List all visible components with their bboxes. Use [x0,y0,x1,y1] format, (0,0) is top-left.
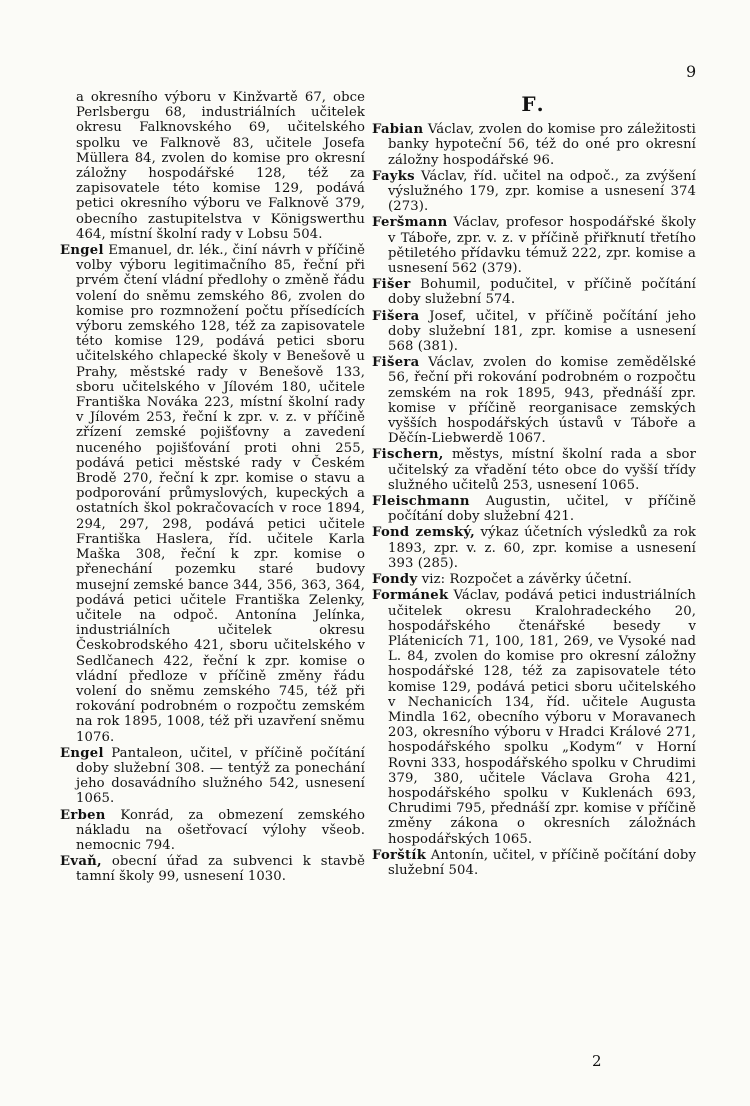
entry-heading: Formánek [372,588,449,604]
entry-heading: Fišera [372,355,420,371]
right-column [372,92,697,879]
entry-text: Václav, zvolen do komise zemědělské 56, řeční při rokování podrobném o rozpočtu zemském na rok 1895, 943, přednáší zpr. komise v příčině reorganisace zemských vyšších hospodářských ústavů v Táboře a Děčín-Liebwerdě 1067. [388,355,696,447]
entry-heading: Forštík [372,847,427,863]
index-entry [372,588,696,846]
index-entry [60,808,365,854]
entry-heading: Fondy [372,572,418,588]
entry-text: Konrád, za obmezení zemského nákladu na ošetřovací výlohy všeob. nemocnic 794. [76,807,365,853]
index-entry [372,848,696,878]
entry-heading: Fond zemský, [372,525,476,541]
entry-text: Augustin, učitel, v příčině počítání doby služební 421. [388,494,696,525]
section-letter: F. [521,92,547,116]
entry-heading: Fabian [372,122,424,138]
left-column [60,90,365,886]
continued-entry: a okresního výboru v Kinžvartě 67, obce Perlsbergu 68, industriálních učitelek okresu Falknovského 69, učitelského spolku ve Falknově 83, učitele Josefa Müllera 84, zvolen do komise pro okresní záložny hospodářské 128, též za zapisovatele této komise 129, podává petici okresního výboru ve Falknově 379, obecního zastupitelstva v Königswerthu 464, místní školní rady v Lobsu 504. [76,90,365,242]
printer-signature: 2 [592,1052,602,1070]
index-entry [372,277,696,307]
entry-heading: Fišera [372,308,420,324]
index-entry [60,854,365,884]
entry-heading: Feršmann [372,215,448,231]
entry-heading: Fleischmann [372,494,470,510]
entry-heading: Fischern, [372,447,444,463]
page-number: 9 [686,62,697,81]
index-entry [60,746,365,807]
entry-text: Emanuel, dr. lék., činí návrh v příčině volby výboru legitimačního 85, řeční při prvém čtení vládní předlohy o změně řádu volení do sněmu zemského 86, zvolen do komise pro rozmnožení počtu přísedících výboru zemského 128, též za zapisovatele této komise 129, podává petici sboru učitelského chlapecké školy v Benešově u Prahy, městské rady v Benešově 133, sboru učitelského v Jílovém 180, učitele Františka Nováka 223, místní školní rady v Jílovém 253, řeční k zpr. v. z. v příčině zřízení zemské pojišťovny a zavedení nuceného pojišťování proti ohni 255, podává petici městské rady v Českém Brodě 270, řeční k zpr. komise o stavu a podporování průmyslových, kupeckých a ostatních škol pokračovacích v roce 1894, 294, 297, 298, podává petici učitele Františka Haslera, říd. učitele Karla Maška 308, řeční k zpr. komise o přenechání pozemku staré budovy musejní zemské bance 344, 356, 363, 364, podává petici učitele Františka Zelenky, učitele na odpoč. Antonína Jelínka, industriálních učitelek okresu Českobrodského 421, sboru učitelského v Sedlčanech 422, řeční k zpr. komise o vládní předloze v příčině změny řádu volení do sněmu zemského 745, též při rokování podrobném o rozpočtu zemském na rok 1895, 1008, též při uzavření sněmu 1076. [76,243,365,745]
index-entry [372,309,696,355]
index-entry [372,169,696,215]
entry-text: Václav, říd. učitel na odpoč., za zvýšení výslužného 179, zpr. komise a usnesení 374 (273). [388,168,696,215]
entry-text: viz: Rozpočet a závěrky účetní. [417,572,632,588]
entry-text: Bohumil, podučitel, v příčině počítání doby služební 574. [388,277,696,308]
entry-heading: Evaň, [60,854,102,870]
entry-text: Josef, učitel, v příčině počítání jeho doby služební 181, zpr. komise a usnesení 568 (381). [388,308,696,355]
entry-text: obecní úřad za subvenci k stavbě tamní školy 99, usnesení 1030. [76,854,365,885]
entry-heading: Fayks [372,168,415,184]
entry-text: Pantaleon, učitel, v příčině počítání doby služební 308. — tentýž za ponechání jeho dosavádního služného 542, usnesení 1065. [76,745,365,807]
entry-text: Antonín, učitel, v příčině počítání doby služební 504. [388,847,696,878]
entry-heading: Erben [60,807,106,823]
index-entry [372,122,696,168]
index-entry [372,447,696,493]
index-entry [372,355,696,446]
index-entry [372,572,696,587]
entry-heading: Engel [60,243,104,259]
entry-text: městys, místní školní rada a sbor učitelský za vřadění této obce do vyšší třídy služného učitelů 253, usnesení 1065. [388,447,696,493]
index-entry [372,215,696,276]
entry-text: Václav, podává petici industriálních učitelek okresu Kralohradeckého 20, hospodářského čtenářské besedy v Plátenicích 71, 100, 181, 269, ve Vysoké nad L. 84, zvolen do komise pro okresní záložny hospodářské 128, též za zapisovatele této komise 129, podává petici sboru učitelského v Nechanicích 134, říd. učitele Augusta Mindla 162, obecního výboru v Moravanech 203, okresního výboru v Hradci Králové 271, hospodářského spolku „Kodym“ v Horní Rovni 333, hospodářského spolku v Chrudimi 379, 380, učitele Václava Groha 421, hospodářského spolku v Kuklenách 693, Chrudimi 795, přednáší zpr. komise v příčině změny zákona o okresních záložnách hospodářských 1065. [388,588,696,847]
entry-text: Václav, zvolen do komise pro záležitosti banky hypoteční 56, též do oné pro okresní záložny hospodářské 96. [388,122,696,168]
index-entry [60,243,365,745]
entry-text: výkaz účetních výsledků za rok 1893, zpr. v. z. 60, zpr. komise a usnesení 393 (285). [388,525,697,571]
entry-heading: Engel [60,745,104,761]
entry-heading: Fišer [372,277,411,293]
entry-text: Václav, profesor hospodářské školy v Táboře, zpr. v. z. v příčině přiřknutí třetího pětiletého přídavku témuž 222, zpr. komise a usnesení 562 (379). [388,215,696,277]
index-entry [372,494,696,524]
index-entry [372,525,696,571]
